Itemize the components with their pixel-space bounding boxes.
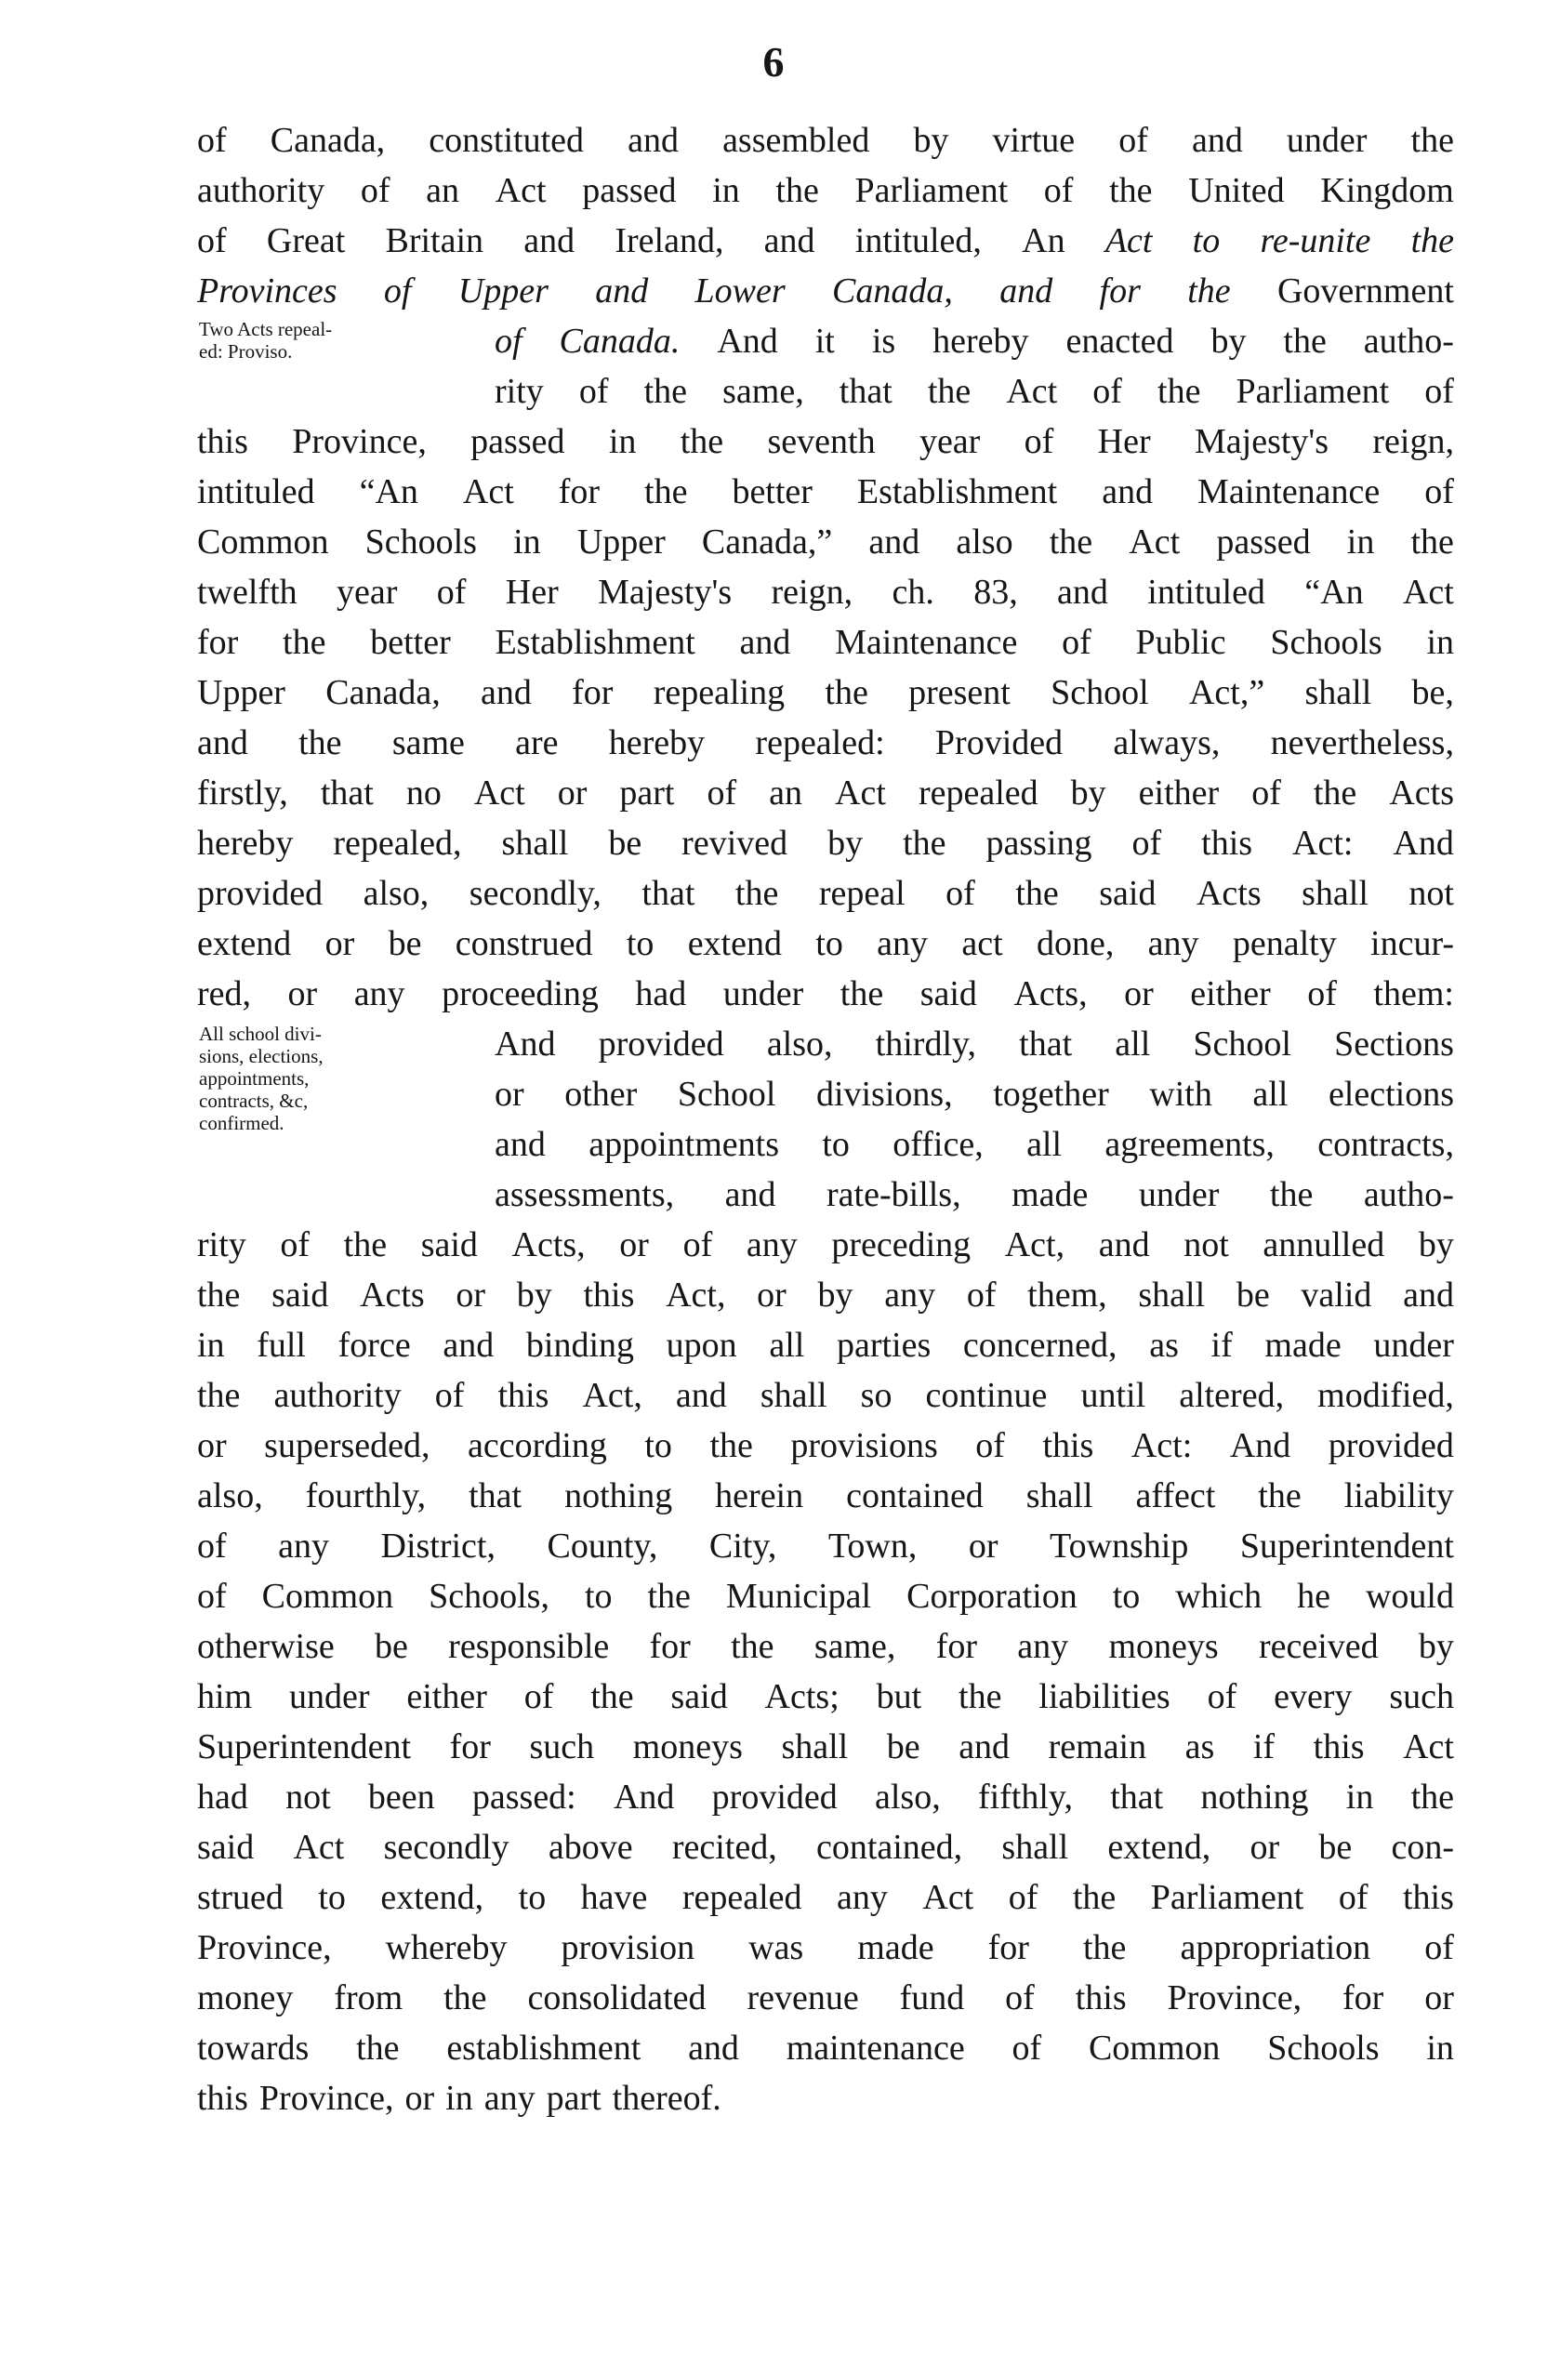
text-line: firstly, that no Act or part of an Act repealed by either of the Acts	[197, 774, 1454, 813]
text-line: this Province, or in any part thereof.	[197, 2079, 721, 2118]
margin-note-line: appointments,	[199, 1067, 310, 1090]
text-line: And provided also, thirdly, that all School Sections	[495, 1025, 1454, 1064]
text-line: the said Acts or by this Act, or by any of them, shall be valid and	[197, 1276, 1454, 1315]
text-line: Common Schools in Upper Canada,” and also the Act passed in the	[197, 522, 1454, 562]
text-line: of Great Britain and Ireland, and intituled, An Act to re-unite the	[197, 221, 1454, 260]
text-line: towards the establishment and maintenance of Common Schools in	[197, 2029, 1454, 2068]
margin-note-line: sions, elections,	[199, 1045, 324, 1067]
text-line: assessments, and rate-bills, made under the autho-	[495, 1175, 1454, 1214]
margin-note-line: confirmed.	[199, 1112, 284, 1134]
text-line: Superintendent for such moneys shall be and remain as if this Act	[197, 1727, 1454, 1766]
margin-note-line: Two Acts repeal-	[199, 318, 333, 340]
text-line: or superseded, according to the provisions of this Act: And provided	[197, 1426, 1454, 1465]
text-line: had not been passed: And provided also, fifthly, that nothing in the	[197, 1778, 1454, 1817]
text-line: or other School divisions, together with all elections	[495, 1075, 1454, 1114]
margin-note	[199, 318, 478, 363]
text-line: provided also, secondly, that the repeal of the said Acts shall not	[197, 874, 1454, 913]
text-line: him under either of the said Acts; but the liabilities of every such	[197, 1677, 1454, 1716]
text-line: Upper Canada, and for repealing the present School Act,” shall be,	[197, 673, 1454, 712]
margin-note-line: contracts, &c,	[199, 1090, 309, 1112]
text-line: the authority of this Act, and shall so continue until altered, modified,	[197, 1376, 1454, 1415]
text-line: of Common Schools, to the Municipal Corporation to which he would	[197, 1577, 1454, 1616]
text-line: and the same are hereby repealed: Provided always, nevertheless,	[197, 723, 1454, 762]
text-line: in full force and binding upon all parties concerned, as if made under	[197, 1326, 1454, 1365]
margin-note-line: ed: Proviso.	[199, 340, 293, 363]
page-number: 6	[762, 38, 785, 86]
text-line: strued to extend, to have repealed any Act of the Parliament of this	[197, 1878, 1454, 1917]
text-line: rity of the said Acts, or of any preceding Act, and not annulled by	[197, 1225, 1454, 1264]
text-line: and appointments to office, all agreements, contracts,	[495, 1125, 1454, 1164]
text-line: of any District, County, City, Town, or Township Superintendent	[197, 1527, 1454, 1566]
text-line: this Province, passed in the seventh year of Her Majesty's reign,	[197, 422, 1454, 461]
margin-note-line: All school divi-	[199, 1023, 322, 1045]
text-line: of Canada, constituted and assembled by virtue of and under the	[197, 121, 1454, 160]
text-line: red, or any proceeding had under the said Acts, or either of them:	[197, 974, 1454, 1013]
text-line: for the better Establishment and Maintenance of Public Schools in	[197, 623, 1454, 662]
text-line: hereby repealed, shall be revived by the passing of this Act: And	[197, 824, 1454, 863]
text-line: of Canada. And it is hereby enacted by the autho-	[495, 322, 1454, 361]
text-line: said Act secondly above recited, contained, shall extend, or be con-	[197, 1828, 1454, 1867]
text-line: rity of the same, that the Act of the Parliament of	[495, 372, 1454, 411]
text-line: Province, whereby provision was made for the appropriation of	[197, 1928, 1454, 1967]
text-line: money from the consolidated revenue fund of this Province, for or	[197, 1978, 1454, 2017]
text-line: also, fourthly, that nothing herein contained shall affect the liability	[197, 1476, 1454, 1515]
text-line: twelfth year of Her Majesty's reign, ch. 83, and intituled “An Act	[197, 573, 1454, 612]
text-line: extend or be construed to extend to any act done, any penalty incur-	[197, 924, 1454, 963]
text-line: Provinces of Upper and Lower Canada, and for the Government	[197, 271, 1454, 311]
text-line: otherwise be responsible for the same, for any moneys received by	[197, 1627, 1454, 1666]
text-line: authority of an Act passed in the Parliament of the United Kingdom	[197, 171, 1454, 210]
text-line: intituled “An Act for the better Establishment and Maintenance of	[197, 472, 1454, 511]
margin-note	[199, 1023, 478, 1134]
